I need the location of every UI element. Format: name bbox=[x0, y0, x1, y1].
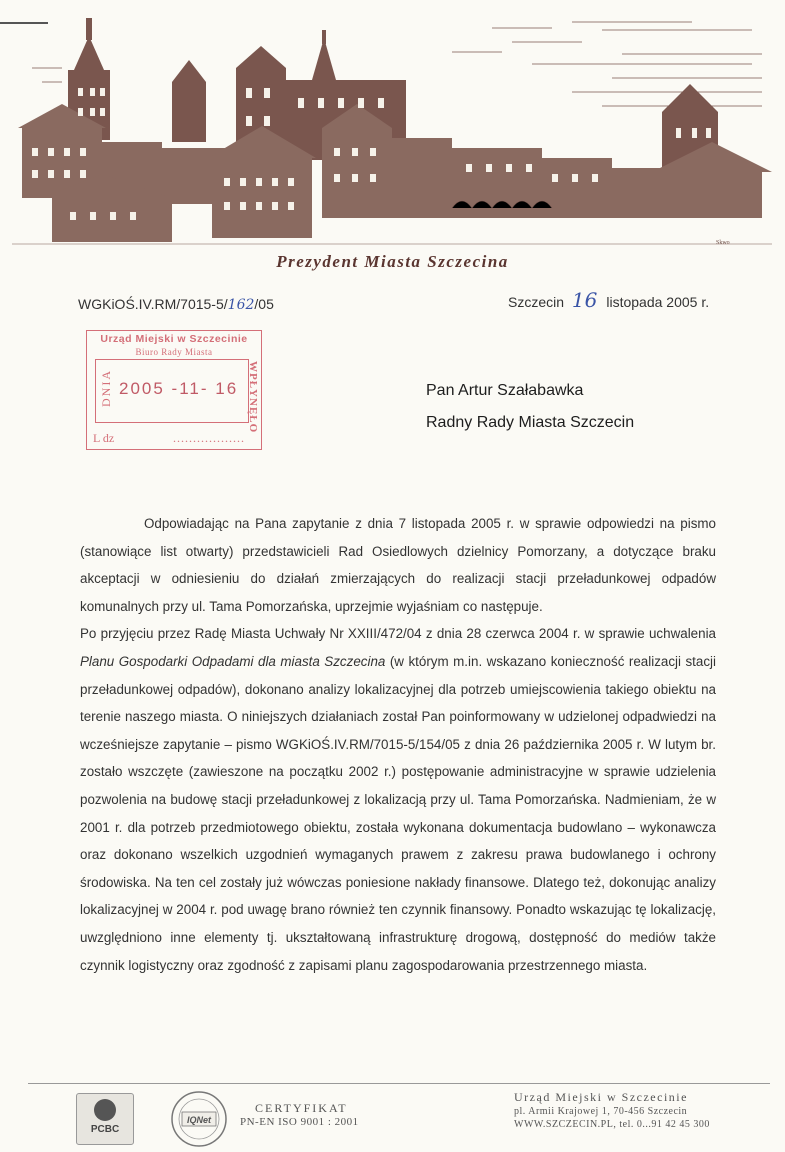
reference-suffix: /05 bbox=[254, 296, 274, 312]
office-name: Urząd Miejski w Szczecinie bbox=[514, 1090, 688, 1104]
office-contact: WWW.SZCZECIN.PL, tel. 0...91 42 45 300 bbox=[514, 1119, 710, 1130]
stamp-office-name: Urząd Miejski w Szczecinie bbox=[100, 333, 248, 345]
reference-prefix: WGKiOŚ.IV.RM/7015-5/ bbox=[78, 296, 228, 312]
stamp-ldz-label: L dz bbox=[93, 431, 115, 445]
place-city: Szczecin bbox=[508, 294, 565, 310]
recipient-role: Radny Rady Miasta Szczecin bbox=[426, 414, 635, 431]
certificate-norm: PN-EN ISO 9001 : 2001 bbox=[240, 1116, 359, 1128]
iqnet-label: IQNet bbox=[186, 1115, 212, 1125]
recipient-name: Pan Artur Szałabawka bbox=[426, 382, 584, 399]
letter-body bbox=[80, 510, 716, 979]
date-handwritten-day: 16 bbox=[571, 288, 598, 312]
paragraph-2-rest: (w którym m.in. wskazano konieczność realizacji stacji przeładunkowej odpadów), dokonano analizy lokalizacyjnej dla potrzeb umiejscowienia takiego obiektu na terenie naszego miasta. O niniejszych działaniach został Pan poinformowany w udzielonej odpadwiedzi na wcześniejsze zapytanie – pismo WGKiOŚ.IV.RM/7015-5/154/05 z dnia 26 października 2005 r. W lutym br. zostało wszczęte (zawieszone na początku 2002 r.) postępowanie administracyjne w sprawie udzielenia pozwolenia na budowę stacji przeładunkowej z lokalizacją przy ul. Tama Pomorzańska. Nadmieniam, że w 2001 r. dla potrzeb przedmiotowego obiektu, została wykonana dokumentacja budowlano – wykonawcza oraz dokonano wszelkich uzgodnień wymaganych prawem z zakresu prawa budowlanego i ochrony środowiska. Na ten cel zostały już wówczas poniesione nakłady finansowe. Dlatego też, dokonując analizy lokalizacyjnej w 2004 r. pod uwagę brano również ten czynnik finansowy. Ponadto wskazując tę lokalizację, uwzględniono inne elementy tj. ukształtowaną infrastrukturę drogową, dostępność do mediów także czynnik logistyczny oraz zgodność z zapisami planu zagospodarowania przestrzennego miasta. bbox=[80, 653, 716, 973]
city-panorama-illustration bbox=[12, 8, 772, 246]
reference-handwritten-number: 162 bbox=[227, 297, 255, 313]
artist-signature: Skwo bbox=[716, 240, 730, 246]
letterhead-title: Prezydent Miasta Szczecina bbox=[276, 252, 509, 271]
stamp-day-label: DNIA bbox=[99, 369, 113, 407]
stamp-department: Biuro Rady Miasta bbox=[135, 347, 213, 357]
reference-number bbox=[78, 296, 274, 313]
paragraph-2 bbox=[80, 620, 716, 979]
paragraph-1: Odpowiadając na Pana zapytanie z dnia 7 listopada 2005 r. w sprawie odpowiedzi na pismo (stanowiące list otwarty) przedstawicieli Rad Osiedlowych dzielnicy Pomorzany, a dotyczące braku akceptacji w odniesieniu do działań zmierzających do realizacji stacji przeładunkowej odpadów komunalnych przy ul. Tama Pomorzańska, uprzejmie wyjaśniam co następuje. bbox=[80, 516, 716, 614]
footer-divider bbox=[28, 1083, 770, 1084]
stamp-ldz-dots: .................. bbox=[173, 431, 245, 445]
pcbc-label: PCBC bbox=[90, 1124, 120, 1135]
certificate-title: CERTYFIKAT bbox=[255, 1101, 348, 1115]
pcbc-certification-logo bbox=[76, 1093, 134, 1145]
date-month-year: listopada 2005 r. bbox=[606, 294, 710, 310]
plan-title-italic: Planu Gospodarki Odpadami dla miasta Szczecina bbox=[80, 653, 386, 669]
eagle-emblem-icon bbox=[94, 1099, 116, 1121]
stamp-date: 2005 -11- 16 bbox=[119, 379, 239, 398]
received-stamp bbox=[86, 330, 262, 450]
stamp-received-label: WPŁYNĘŁO bbox=[247, 361, 259, 434]
iqnet-certification-logo bbox=[170, 1090, 228, 1148]
paragraph-2-start: Po przyjęciu przez Radę Miasta Uchwały Nr XXIII/472/04 z dnia 28 czerwca 2004 r. w sprawie uchwalenia bbox=[80, 626, 716, 642]
office-address: pl. Armii Krajowej 1, 70-456 Szczecin bbox=[514, 1106, 688, 1117]
place-and-date bbox=[508, 288, 709, 312]
